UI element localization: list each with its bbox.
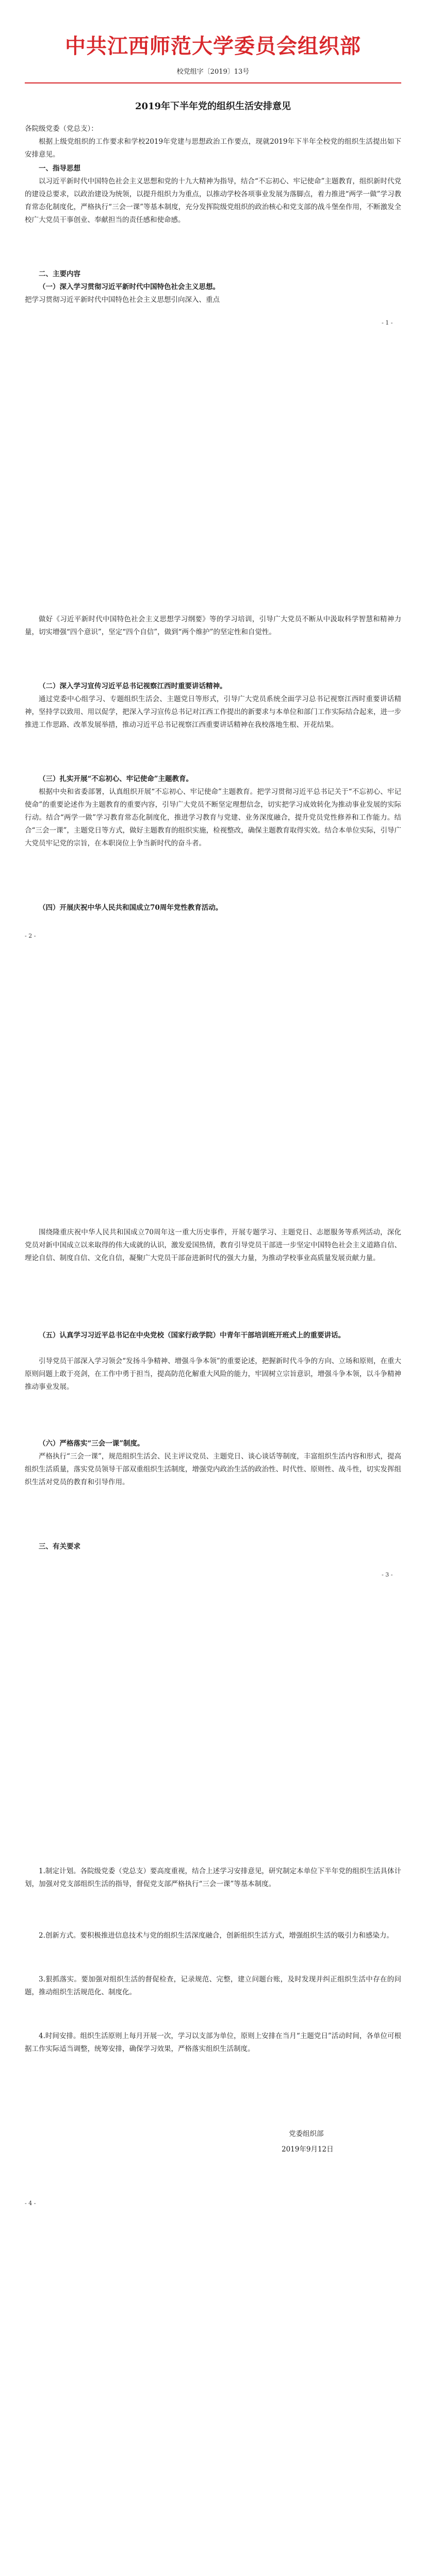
requirement-1: 1.制定计划。各院级党委（党总支）要高度重视，结合上述学习安排意见，研究制定本单位下半年党的组织生活具体计划，加强对党支部组织生活的指导，督促党支部严格执行“三会一课”等基本制度。: [25, 1867, 401, 1888]
section-2-1-text-b: 做好《习近平新时代中国特色社会主义思想学习纲要》等的学习培训，引导广大党员不断从中汲取科学智慧和精神力量，切实增强“四个意识”，坚定“四个自信”，做到“两个维护”的坚定性和自觉性。: [25, 615, 401, 636]
requirement-2: 2.创新方式。要积极推进信息技术与党的组织生活深度融合，创新组织生活方式，增强组织生活的吸引力和感染力。: [39, 1931, 394, 1940]
section-2-2-text: 通过党委中心组学习、专题组织生活会、主题党日等形式，引导广大党员系统全面学习总书记视察江西时重要讲话精神，坚持学以致用、用以促学，把深入学习宣传总书记对江西工作提出的新要求与本单位和部门工作实际结合起来，进一步推进工作思路、改革发展举措，推动习近平总书记视察江西重要讲话精神在我校落地生根、开花结果。: [25, 695, 401, 729]
section-2-3-text: 根据中央和省委部署，认真组织开展“不忘初心、牢记使命”主题教育。把学习贯彻习近平总书记关于“不忘初心、牢记使命”的重要论述作为主题教育的重要内容，引导广大党员不断坚定理想信念，切实把学习成效转化为推动事业发展的实际行动。结合“两学一做”学习教育常态化制度化，推进学习教育与党建、业务深度融合，提升党员党性修养和工作能力。结合“三会一课”，主题党日等方式，做好主题教育的组织实施，检视整改，确保主题教育取得实效。结合本单位实际，引导广大党员牢记党的宗旨，在本职岗位上争当新时代的奋斗者。: [25, 788, 401, 848]
section-2-3-heading: （三）扎实开展“不忘初心、牢记使命”主题教育。: [39, 775, 193, 783]
section-1-text: 以习近平新时代中国特色社会主义思想和党的十九大精神为指导，结合“不忘初心、牢记使命”主题教育，组织新时代党的建设总要求，以政治建设为统领，以提升组织力为重点，以推动学校各项事业发展为落脚点，着力推进“两学一做”学习教育常态化制度化，严格执行“三会一课”等基本制度，充分发挥院级党组织的政治核心和党支部的战斗堡垒作用，不断激发全校广大党员干事创业、奉献担当的责任感和使命感。: [25, 177, 401, 224]
signature-date: 2019年9月12日: [282, 2145, 334, 2154]
red-divider: [25, 82, 401, 83]
page-number: - 4 -: [25, 2200, 36, 2207]
section-2-heading: 二、主要内容: [39, 270, 80, 278]
requirement-4: 4.时间安排。组织生活原则上每月开展一次，学习以支部为单位，原则上安排在当月“主题党日”活动时间，各单位可根据工作实际适当调整，统筹安排，确保学习效果，严格落实组织生活制度。: [25, 2032, 401, 2053]
section-2-1-heading: （一）深入学习贯彻习近平新时代中国特色社会主义思想。: [39, 283, 220, 291]
section-2-6-heading: （六）严格落实“三会一课”制度。: [39, 1439, 144, 1448]
org-title: 中共江西师范大学委员会组织部: [65, 34, 361, 58]
page-number: - 3 -: [382, 1571, 393, 1578]
section-2-5-text: 引导党员干部深入学习领会“发扬斗争精神、增强斗争本领”的重要论述，把握新时代斗争的方向、立场和原则，在重大原则问题上敢于亮剑，在工作中勇于担当，提高防范化解重大风险的能力，牢固树立宗旨意识，增强斗争本领，以斗争精神推动事业发展。: [25, 1357, 401, 1391]
signature-org: 党委组织部: [289, 2130, 324, 2138]
section-2-1-text-a: 把学习贯彻习近平新时代中国特色社会主义思想引向深入、重点: [25, 296, 220, 304]
section-2-4-heading: （四）开展庆祝中华人民共和国成立70周年党性教育活动。: [39, 904, 223, 912]
section-2-6-text: 严格执行“三会一课”，规范组织生活会、民主评议党员、主题党日、谈心谈话等制度，丰富组织生活内容和形式，提高组织生活质量，落实党员领导干部双重组织生活制度，增强党内政治生活的政治性、时代性、原则性、战斗性，切实发挥组织生活对党员的教育和引导作用。: [25, 1452, 401, 1486]
section-2-4-text: 围绕隆重庆祝中华人民共和国成立70周年这一重大历史事件，开展专题学习、主题党日、志愿服务等系列活动，深化党员对新中国成立以来取得的伟大成就的认识，激发爱国热情，教育引导党员干部进一步坚定中国特色社会主义道路自信、理论自信、制度自信、文化自信，凝聚广大党员干部奋进新时代的强大力量，为推动学校事业高质量发展贡献力量。: [25, 1228, 401, 1262]
salutation: 各院级党委（党总支）：: [25, 125, 98, 133]
page-number: - 2 -: [25, 933, 36, 939]
section-2-5-heading: （五）认真学习习近平总书记在中央党校（国家行政学院）中青年干部培训班开班式上的重要讲话。: [39, 1331, 345, 1340]
intro-paragraph: 根据上级党组织的工作要求和学校2019年党建与思想政治工作要点，现就2019年下半年全校党的组织生活提出如下安排意见。: [25, 138, 401, 159]
requirement-3: 3.狠抓落实。要加强对组织生活的督促检查，记录规范、完整，建立问题台账，及时发现并纠正组织生活中存在的问题，推动组织生活规范化、制度化。: [25, 1975, 401, 1996]
page-number: - 1 -: [382, 319, 393, 326]
doc-number: 校党组字〔2019〕13号: [176, 68, 250, 76]
doc-title: 2019年下半年党的组织生活安排意见: [135, 101, 291, 112]
section-3-heading: 三、有关要求: [39, 1543, 80, 1551]
section-2-2-heading: （二）深入学习宣传习近平总书记视察江西时重要讲话精神。: [39, 682, 227, 690]
section-1-heading: 一、指导思想: [39, 164, 80, 173]
